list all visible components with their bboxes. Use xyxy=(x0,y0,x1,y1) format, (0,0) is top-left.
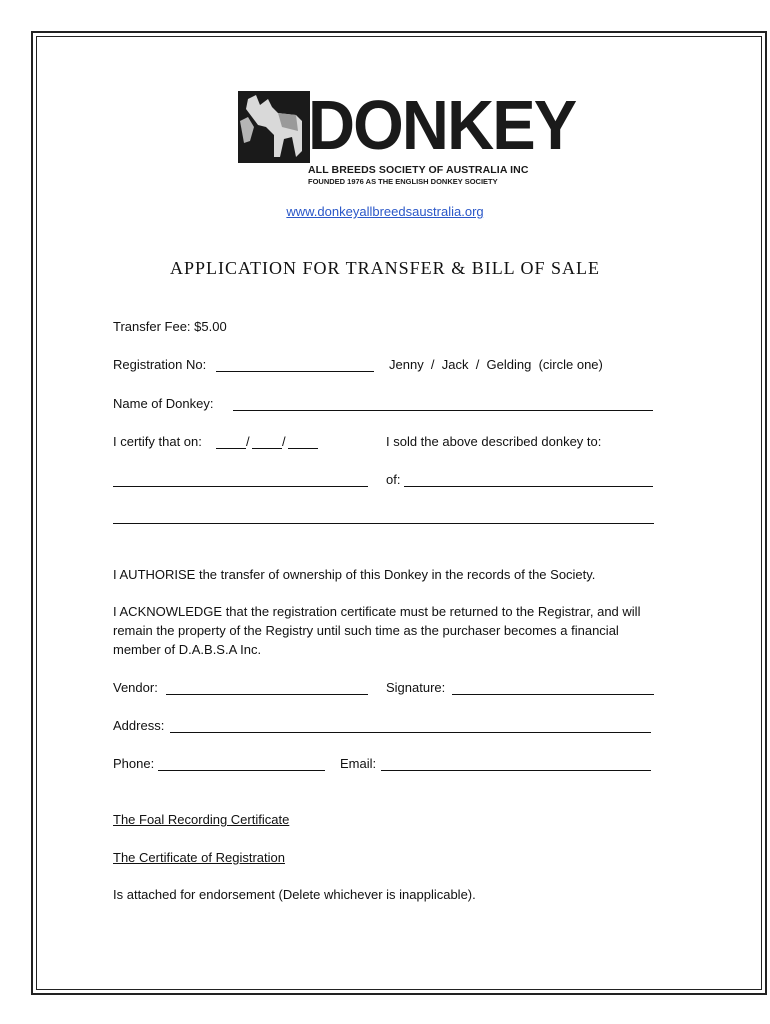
website-link[interactable]: www.donkeyallbreedsaustralia.org xyxy=(286,204,484,219)
foal-certificate-option[interactable]: The Foal Recording Certificate xyxy=(113,812,290,827)
address-field[interactable] xyxy=(170,732,651,733)
date-year-field[interactable] xyxy=(288,448,318,449)
sex-options-text: Jenny / Jack / Gelding (circle one) xyxy=(389,357,603,372)
logo-wordmark: DONKEY xyxy=(308,86,576,164)
donkey-society-logo xyxy=(238,86,576,187)
email-field[interactable] xyxy=(381,770,651,771)
date-separator: / xyxy=(282,434,286,449)
vendor-label: Vendor: xyxy=(113,680,158,695)
email-label: Email: xyxy=(340,756,377,771)
registration-field[interactable] xyxy=(216,371,374,372)
phone-field[interactable] xyxy=(158,770,325,771)
date-separator: / xyxy=(246,434,250,449)
logo-tagline: ALL BREEDS SOCIETY OF AUSTRALIA INC xyxy=(308,164,529,176)
date-month-field[interactable] xyxy=(252,448,282,449)
buyer-address-field[interactable] xyxy=(404,486,653,487)
registration-certificate-option[interactable]: The Certificate of Registration xyxy=(113,850,285,865)
logo-founded: FOUNDED 1976 AS THE ENGLISH DONKEY SOCIETY xyxy=(308,177,498,186)
donkey-name-field[interactable] xyxy=(233,410,653,411)
vendor-field[interactable] xyxy=(166,694,368,695)
donkey-name-label: Name of Donkey: xyxy=(113,396,214,411)
phone-label: Phone: xyxy=(113,756,155,771)
endorsement-note: Is attached for endorsement (Delete whichever is inapplicable). xyxy=(113,887,476,902)
buyer-address-line-2[interactable] xyxy=(113,523,654,524)
address-label: Address: xyxy=(113,718,165,733)
of-label: of: xyxy=(386,472,401,487)
transfer-fee-text: Transfer Fee: $5.00 xyxy=(113,319,227,334)
form-title: APPLICATION FOR TRANSFER & BILL OF SALE xyxy=(169,258,601,278)
signature-field[interactable] xyxy=(452,694,654,695)
signature-label: Signature: xyxy=(386,680,446,695)
buyer-name-field[interactable] xyxy=(113,486,368,487)
registration-label: Registration No: xyxy=(113,357,207,372)
date-day-field[interactable] xyxy=(216,448,246,449)
authorise-statement: I AUTHORISE the transfer of ownership of this Donkey in the records of the Society. xyxy=(113,567,596,582)
donkey-silhouette-icon xyxy=(238,91,310,163)
certify-date-label: I certify that on: xyxy=(113,434,202,449)
sold-to-label: I sold the above described donkey to: xyxy=(386,434,602,449)
acknowledge-statement: I ACKNOWLEDGE that the registration certificate must be returned to the Registrar, and will remain the property of the Registry until such time as the purchaser becomes a financial member of D.A.B.S.A Inc. xyxy=(113,604,641,657)
